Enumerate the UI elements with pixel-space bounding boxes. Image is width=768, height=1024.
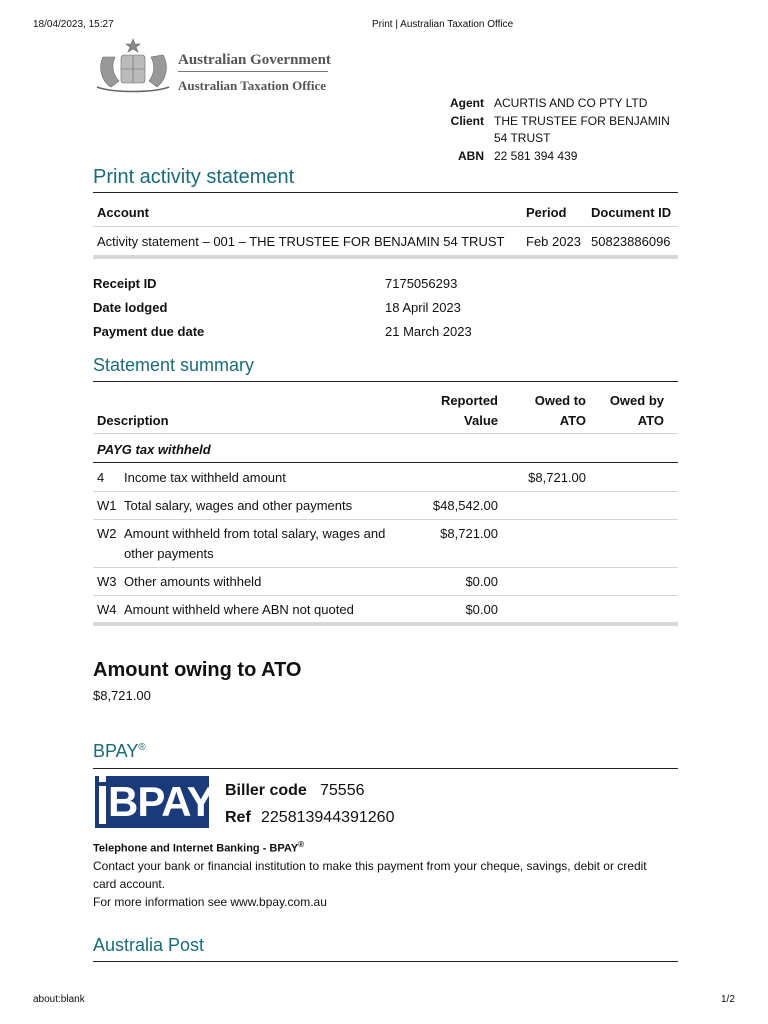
logo-divider: [178, 71, 328, 72]
agent-value: ACURTIS AND CO PTY LTD: [494, 96, 648, 110]
row-code: W2: [97, 526, 117, 541]
col-reported-header-1: Reported: [440, 393, 498, 408]
biller-code-label: Biller code: [225, 782, 307, 799]
row-description: Other amounts withheld: [124, 574, 262, 589]
col-period-header: Period: [526, 205, 567, 220]
coat-of-arms-icon: [93, 37, 173, 95]
client-value-line1: THE TRUSTEE FOR BENJAMIN: [494, 114, 670, 128]
ref-value: 225813944391260: [261, 809, 395, 826]
account-value: Activity statement – 001 – THE TRUSTEE FOR BENJAMIN 54 TRUST: [97, 234, 505, 249]
australia-post-divider: [93, 961, 678, 962]
col-reported-header-2: Value: [464, 413, 498, 428]
col-account-header: Account: [97, 205, 149, 220]
client-value-line2: 54 TRUST: [494, 131, 551, 145]
heading-divider: [93, 192, 678, 193]
col-owed-by-header-1: Owed by: [609, 393, 664, 408]
ref-label: Ref: [225, 809, 251, 826]
receipt-id-label: Receipt ID: [93, 276, 157, 291]
bpay-divider: [93, 768, 678, 769]
col-owed-by-header-2: ATO: [637, 413, 664, 428]
row-code: 4: [97, 470, 105, 485]
bpay-logo: [95, 776, 214, 828]
col-owed-to-header-2: ATO: [559, 413, 586, 428]
bpay-description-line1: Contact your bank or financial institution to make this payment from your cheque, savings, debit or credit: [93, 859, 647, 873]
row-divider: [93, 595, 678, 596]
summary-heading: Statement summary: [93, 355, 255, 375]
summary-header-divider: [93, 433, 678, 434]
row-description: Amount withheld from total salary, wages and: [124, 526, 386, 541]
col-document-header: Document ID: [591, 205, 672, 220]
payment-due-label: Payment due date: [93, 324, 205, 339]
australia-post-heading: Australia Post: [93, 935, 205, 955]
biller-code-value: 75556: [320, 782, 365, 799]
page-title: Print activity statement: [93, 166, 295, 188]
col-owed-to-header-1: Owed to: [534, 393, 586, 408]
row-code: W3: [97, 574, 117, 589]
bpay-heading-mark: ®: [138, 742, 146, 753]
row-reported-value: $0.00: [465, 574, 498, 589]
row-description: Amount withheld where ABN not quoted: [124, 602, 354, 617]
row-reported-value: $48,542.00: [432, 498, 498, 513]
row-code: W1: [97, 498, 117, 513]
agent-label: Agent: [450, 96, 484, 110]
summary-divider: [93, 381, 678, 382]
summary-footer-bar: [93, 622, 678, 626]
table-header-divider: [93, 226, 678, 227]
amount-owing-value: $8,721.00: [93, 688, 151, 703]
col-description-header: Description: [97, 413, 169, 428]
row-divider: [93, 519, 678, 520]
print-datetime: 18/04/2023, 15:27: [33, 19, 114, 30]
row-reported-value: $8,721.00: [440, 526, 498, 541]
row-owed-to: $8,721.00: [528, 470, 586, 485]
abn-value: 22 581 394 439: [494, 149, 578, 163]
telephone-banking-heading-mark: ®: [298, 840, 305, 849]
period-value: Feb 2023: [526, 234, 581, 249]
amount-owing-heading: Amount owing to ATO: [93, 659, 302, 681]
print-page-count: 1/2: [721, 994, 735, 1005]
telephone-banking-heading: [93, 840, 304, 855]
client-label: Client: [450, 114, 484, 128]
row-description: Total salary, wages and other payments: [124, 498, 353, 513]
section-divider: [93, 462, 678, 463]
bpay-heading: [93, 741, 146, 762]
document-id-value: 50823886096: [591, 234, 671, 249]
bpay-more-info: For more information see www.bpay.com.au: [93, 895, 327, 909]
payment-due-value: 21 March 2023: [385, 324, 472, 339]
print-page-title: Print | Australian Taxation Office: [372, 19, 514, 30]
print-footer-url: about:blank: [33, 994, 85, 1005]
row-description-line2: other payments: [124, 546, 214, 561]
row-reported-value: $0.00: [465, 602, 498, 617]
telephone-banking-heading-text: Telephone and Internet Banking - BPAY: [93, 842, 299, 855]
row-description: Income tax withheld amount: [124, 470, 286, 485]
receipt-id-value: 7175056293: [385, 276, 458, 291]
row-code: W4: [97, 602, 117, 617]
row-divider: [93, 567, 678, 568]
abn-label: ABN: [458, 149, 484, 163]
date-lodged-label: Date lodged: [93, 300, 168, 315]
bpay-logo-text: BPAY: [108, 778, 214, 825]
bpay-heading-text: BPAY: [93, 741, 139, 761]
date-lodged-value: 18 April 2023: [385, 300, 461, 315]
logo-government-text: Australian Government: [178, 52, 331, 68]
logo-ato-text: Australian Taxation Office: [178, 78, 327, 93]
bpay-description-line2: card account.: [93, 877, 166, 891]
table-footer-bar: [93, 255, 678, 259]
section-label: PAYG tax withheld: [97, 442, 211, 457]
row-divider: [93, 491, 678, 492]
